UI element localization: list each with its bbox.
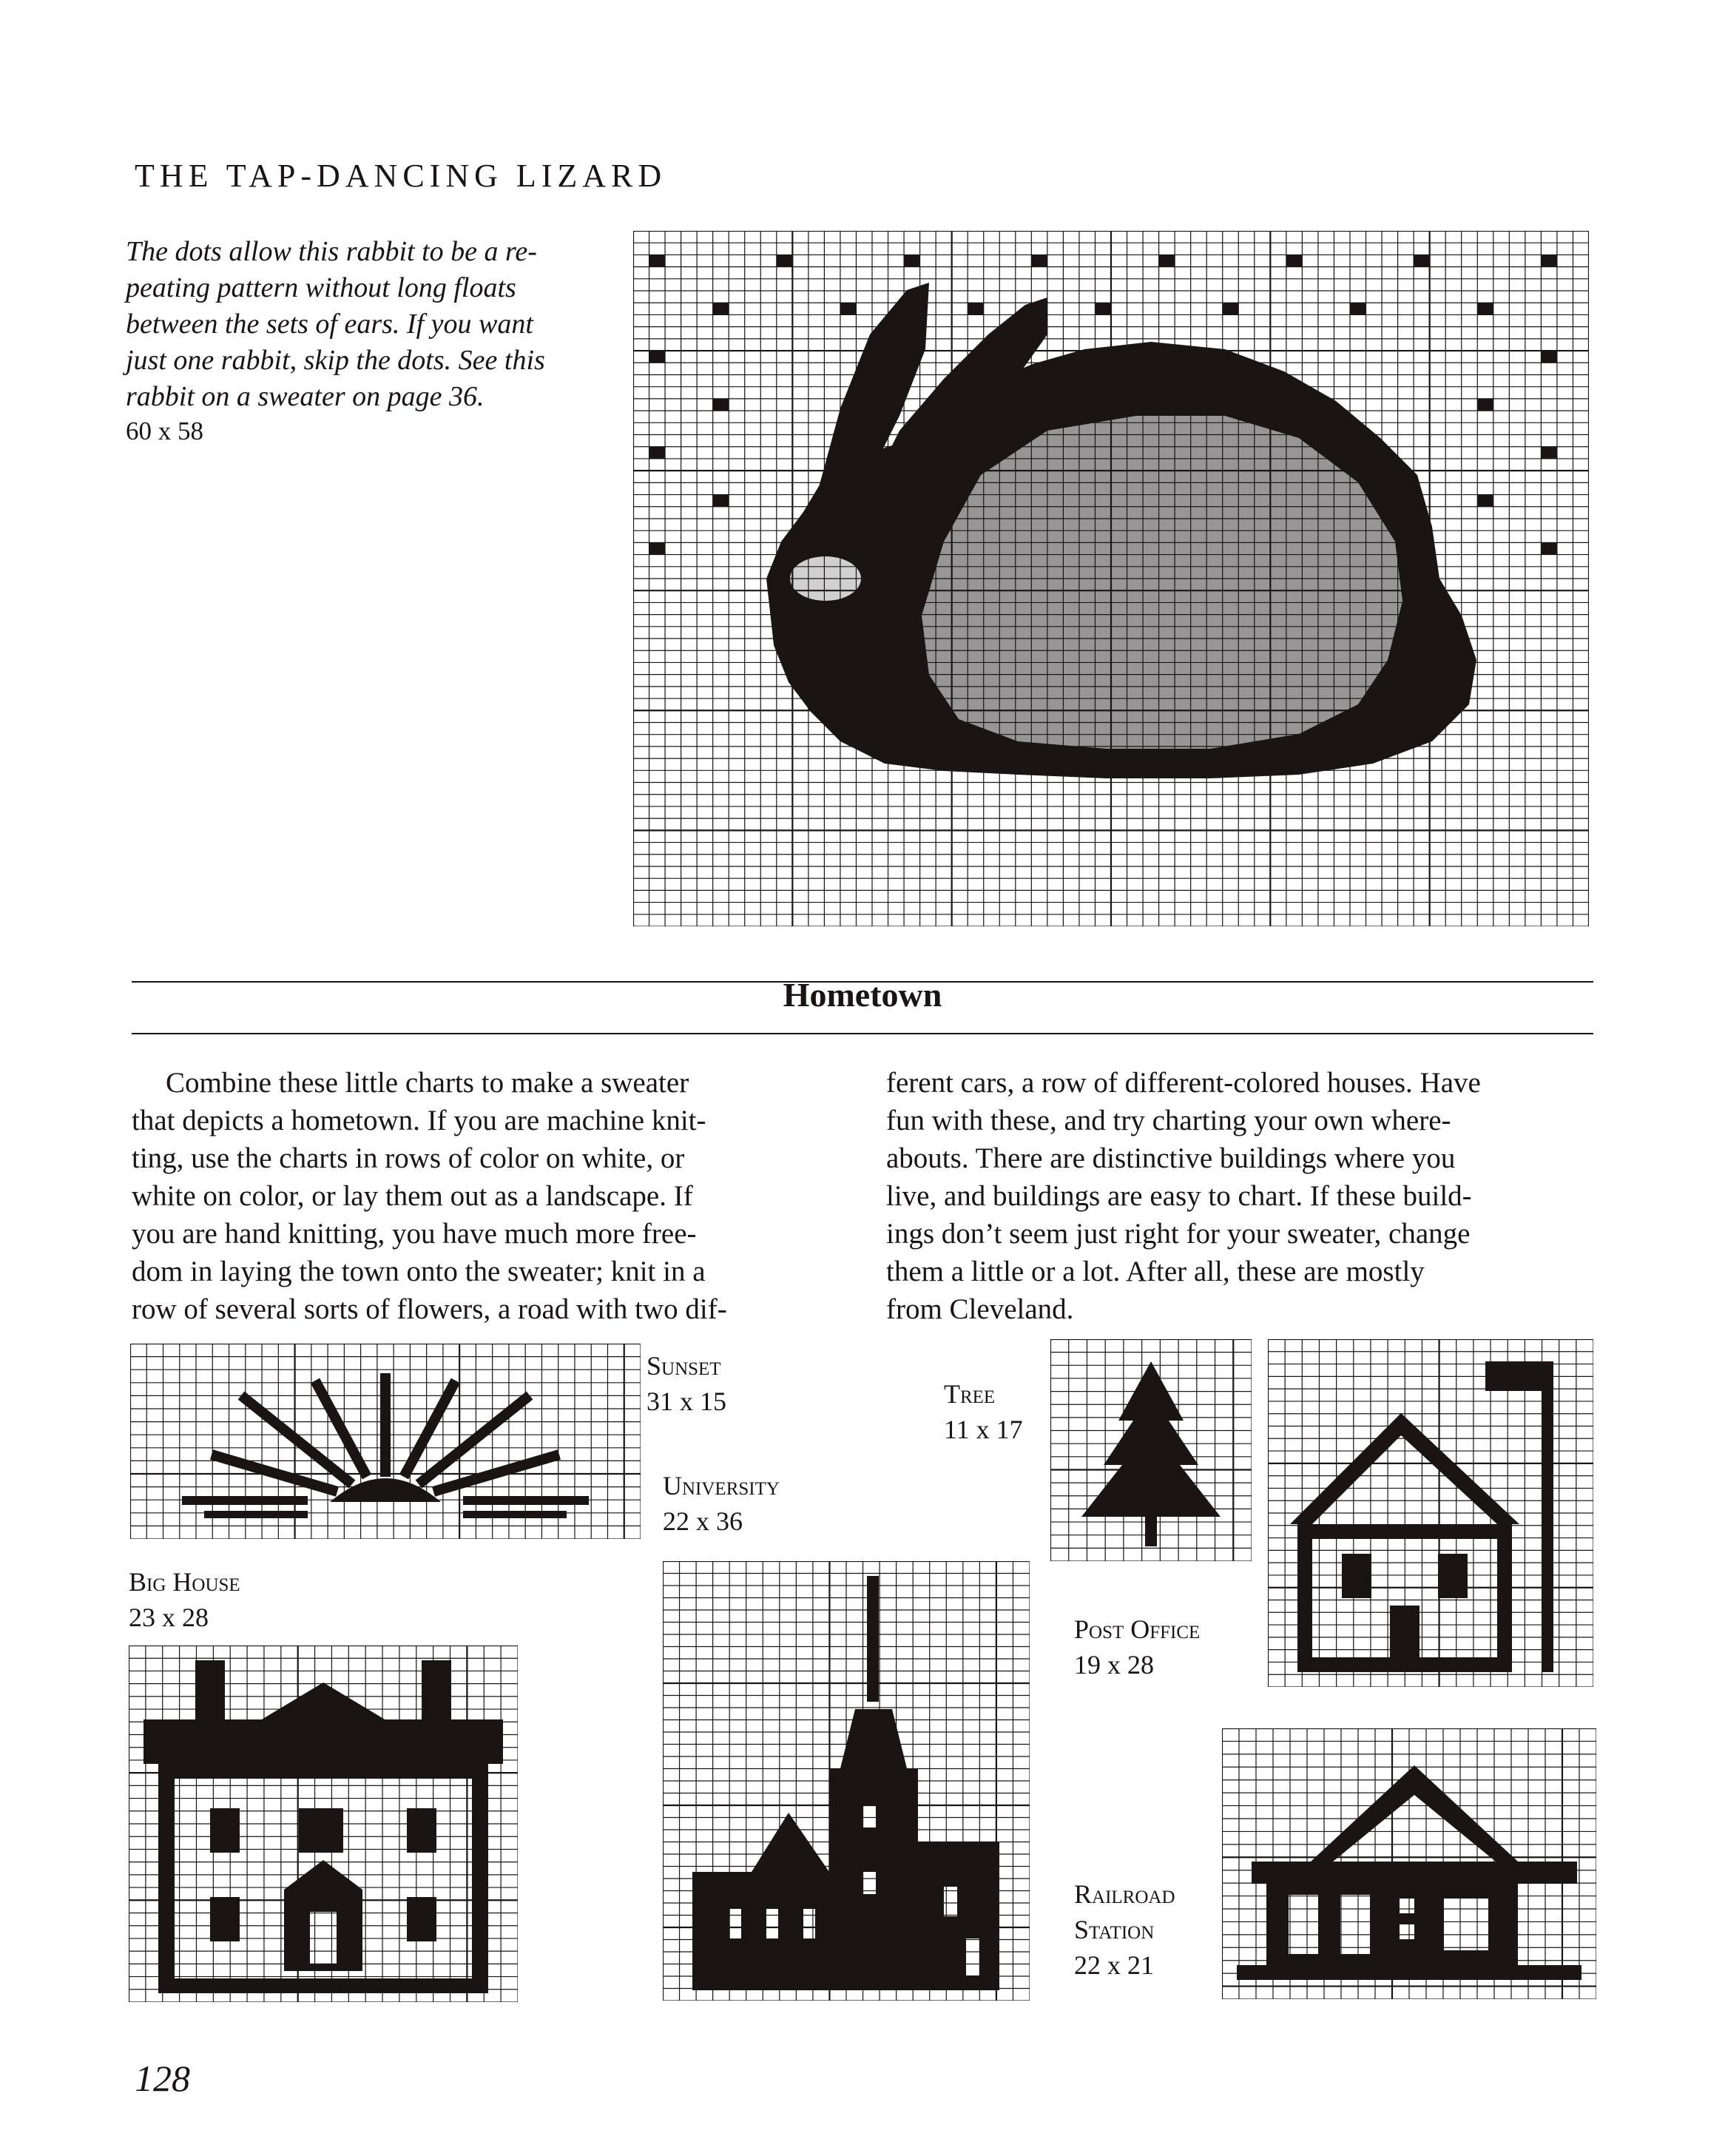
rabbit-chart xyxy=(633,231,1589,926)
body-right-column xyxy=(886,1064,1596,1328)
body-line: ting, use the charts in rows of color on white, or xyxy=(132,1142,685,1174)
big-house-dims: 23 x 28 xyxy=(129,1603,209,1632)
body-line: ferent cars, a row of different-colored houses. Have xyxy=(886,1067,1481,1099)
railroad-station-chart xyxy=(1222,1728,1596,1999)
rabbit-caption xyxy=(126,234,599,448)
tree-name: Tree xyxy=(944,1379,996,1409)
body-line: from Cleveland. xyxy=(886,1293,1074,1325)
university-chart xyxy=(663,1561,1030,2001)
body-line: you are hand knitting, you have much more free- xyxy=(132,1218,697,1250)
body-line: white on color, or lay them out as a landscape. If xyxy=(132,1180,693,1212)
tree-icon xyxy=(1081,1361,1221,1546)
post-office-dims: 19 x 28 xyxy=(1074,1650,1154,1680)
tree-chart xyxy=(1050,1339,1252,1561)
tree-label xyxy=(944,1376,1023,1447)
body-line: row of several sorts of flowers, a road with two dif- xyxy=(132,1293,727,1325)
post-office-label xyxy=(1074,1611,1200,1682)
sunset-dims: 31 x 15 xyxy=(647,1387,726,1416)
big-house-door xyxy=(310,1912,337,1964)
body-line: fun with these, and try charting your own where- xyxy=(886,1105,1451,1136)
railroad-station-dims: 22 x 21 xyxy=(1074,1950,1154,1980)
body-left-column xyxy=(132,1064,812,1328)
big-house-chart xyxy=(129,1645,518,2002)
section-rule-bottom xyxy=(132,1033,1593,1034)
big-house-name: Big House xyxy=(129,1567,240,1597)
rabbit-dims: 60 x 58 xyxy=(126,417,203,445)
running-head: THE TAP-DANCING LIZARD xyxy=(135,158,667,194)
body-line: them a little or a lot. After all, these are mostly xyxy=(886,1256,1425,1287)
body-line: dom in laying the town onto the sweater; knit in a xyxy=(132,1256,706,1287)
university-name: University xyxy=(663,1471,780,1500)
post-office-chart xyxy=(1268,1339,1593,1687)
railroad-station-name-line: Railroad xyxy=(1074,1879,1175,1909)
rabbit-grid xyxy=(633,231,1589,926)
rabbit-caption-line: between the sets of ears. If you want xyxy=(126,309,533,340)
body-line: abouts. There are distinctive buildings where you xyxy=(886,1142,1456,1174)
sunset-sun xyxy=(182,1478,589,1518)
body-line: Combine these little charts to make a sweater xyxy=(166,1067,689,1099)
rabbit-caption-line: peating pattern without long floats xyxy=(126,272,516,303)
rabbit-caption-line: rabbit on a sweater on page 36. xyxy=(126,381,485,412)
big-house-label xyxy=(129,1564,240,1635)
post-office-name: Post Office xyxy=(1074,1614,1201,1644)
body-line: live, and buildings are easy to chart. If these build- xyxy=(886,1180,1472,1212)
body-line: that depicts a hometown. If you are machine knit- xyxy=(132,1105,706,1136)
rabbit-caption-line: The dots allow this rabbit to be a re- xyxy=(126,236,537,267)
sunset-name: Sunset xyxy=(647,1351,721,1381)
section-title: Hometown xyxy=(783,976,942,1014)
university-label xyxy=(663,1468,780,1539)
tree-dims: 11 x 17 xyxy=(944,1415,1023,1444)
railroad-station-name-line: Station xyxy=(1074,1915,1155,1944)
sunset-chart xyxy=(130,1344,641,1539)
rabbit-caption-line: just one rabbit, skip the dots. See this xyxy=(126,345,545,376)
page-number: 128 xyxy=(135,2058,190,2099)
sunset-label xyxy=(647,1348,726,1419)
university-dims: 22 x 36 xyxy=(663,1506,743,1536)
body-line: ings don’t seem just right for your sweater, change xyxy=(886,1218,1471,1250)
railroad-station-label xyxy=(1074,1876,1175,1983)
